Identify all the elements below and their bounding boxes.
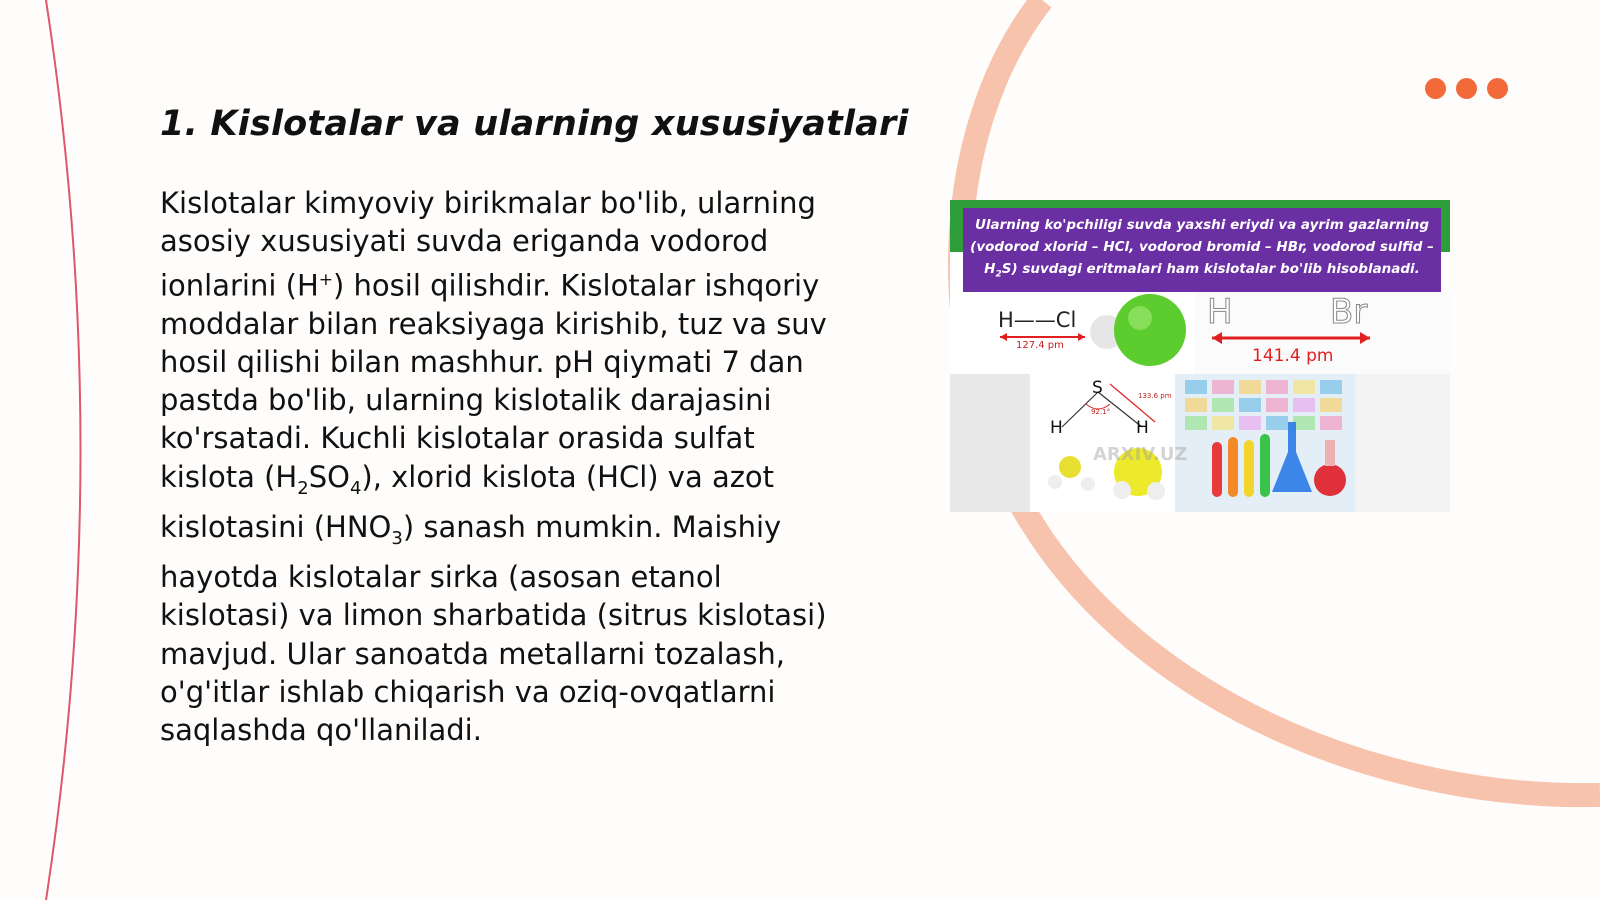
chlorine-atom bbox=[1114, 294, 1186, 366]
flask-red bbox=[1314, 464, 1346, 496]
slide-dots bbox=[1425, 78, 1508, 99]
test-tube-yellow bbox=[1244, 440, 1254, 497]
h2s-angle: 92.1° bbox=[1091, 408, 1111, 416]
subscript-2: 2 bbox=[297, 477, 309, 499]
hbr-bromine: Br bbox=[1330, 292, 1368, 332]
hbr-bond-length: 141.4 pm bbox=[1252, 346, 1334, 366]
dot-2 bbox=[1456, 78, 1477, 99]
figure-caption bbox=[963, 208, 1441, 292]
test-tube-orange bbox=[1228, 437, 1238, 497]
left-accent-line bbox=[46, 0, 81, 900]
h2s-sulfur: S bbox=[1092, 378, 1103, 398]
paragraph-part-3: SO bbox=[308, 459, 350, 494]
caption-part-b: S) suvdagi eritmalari ham kislotalar bo'lib hisoblanadi. bbox=[1001, 261, 1420, 277]
h2s-hydrogen-2: H bbox=[1136, 418, 1149, 438]
slide-paragraph bbox=[160, 184, 850, 749]
hcl-bond-length: 127.4 pm bbox=[1016, 340, 1064, 351]
paragraph-part-5: ) sanash mumkin. Maishiy hayotda kislotalar sirka (asosan etanol kislotasi) va limon sharbatida (sitrus kislotasi) mavjud. Ular sanoatda metallarni tozalash, o'g'itlar ishlab chiqarish va oziq-ovqatlarni saqlashda qo'llaniladi. bbox=[160, 509, 827, 748]
h2s-hydrogen-1: H bbox=[1050, 418, 1063, 438]
hydrogen-charge: + bbox=[318, 269, 334, 290]
dot-3 bbox=[1487, 78, 1508, 99]
caption-subscript: 2 bbox=[995, 269, 1002, 280]
subscript-4: 4 bbox=[349, 477, 362, 499]
caption-part-a: Ularning ko'pchiligi suvda yaxshi eriydi va ayrim gazlarning (vodorod xlorid – HCl, vodorod bromid – HBr, vodorod sulfid – H bbox=[970, 217, 1434, 277]
hcl-formula: H——Cl bbox=[998, 308, 1077, 332]
paragraph-part-1: Kislotalar kimyoviy birikmalar bo'lib, ularning asosiy xususiyati suvda eriganda vodorod ionlarini (H bbox=[160, 186, 816, 303]
hbr-hydrogen: H bbox=[1207, 292, 1233, 332]
test-tube-red bbox=[1212, 442, 1222, 497]
paragraph-part-2: ) hosil qilishdir. Kislotalar ishqoriy moddalar bilan reaksiyaga kirishib, tuz va suv hosil qilishi bilan mashhur. pH qiymati 7 dan pastda bo'lib, ularning kislotalik darajasini ko'rsatadi. Kuchli kislotalar orasida sulfat kislota (H bbox=[160, 268, 827, 494]
h2s-bond-length: 133.6 pm bbox=[1138, 392, 1172, 400]
test-tube-green bbox=[1260, 434, 1270, 497]
dot-1 bbox=[1425, 78, 1446, 99]
figure-watermark: ARXIV.UZ bbox=[1093, 444, 1188, 465]
paragraph-part-4: ), xlorid kislota (HCl) va azot kislotasini (HNO bbox=[160, 459, 775, 544]
sulfur-atom-small bbox=[1059, 456, 1081, 478]
subscript-3: 3 bbox=[391, 527, 403, 549]
slide-title: 1. Kislotalar va ularning xususiyatlari bbox=[160, 104, 909, 144]
acid-molecules-figure bbox=[950, 200, 1450, 512]
